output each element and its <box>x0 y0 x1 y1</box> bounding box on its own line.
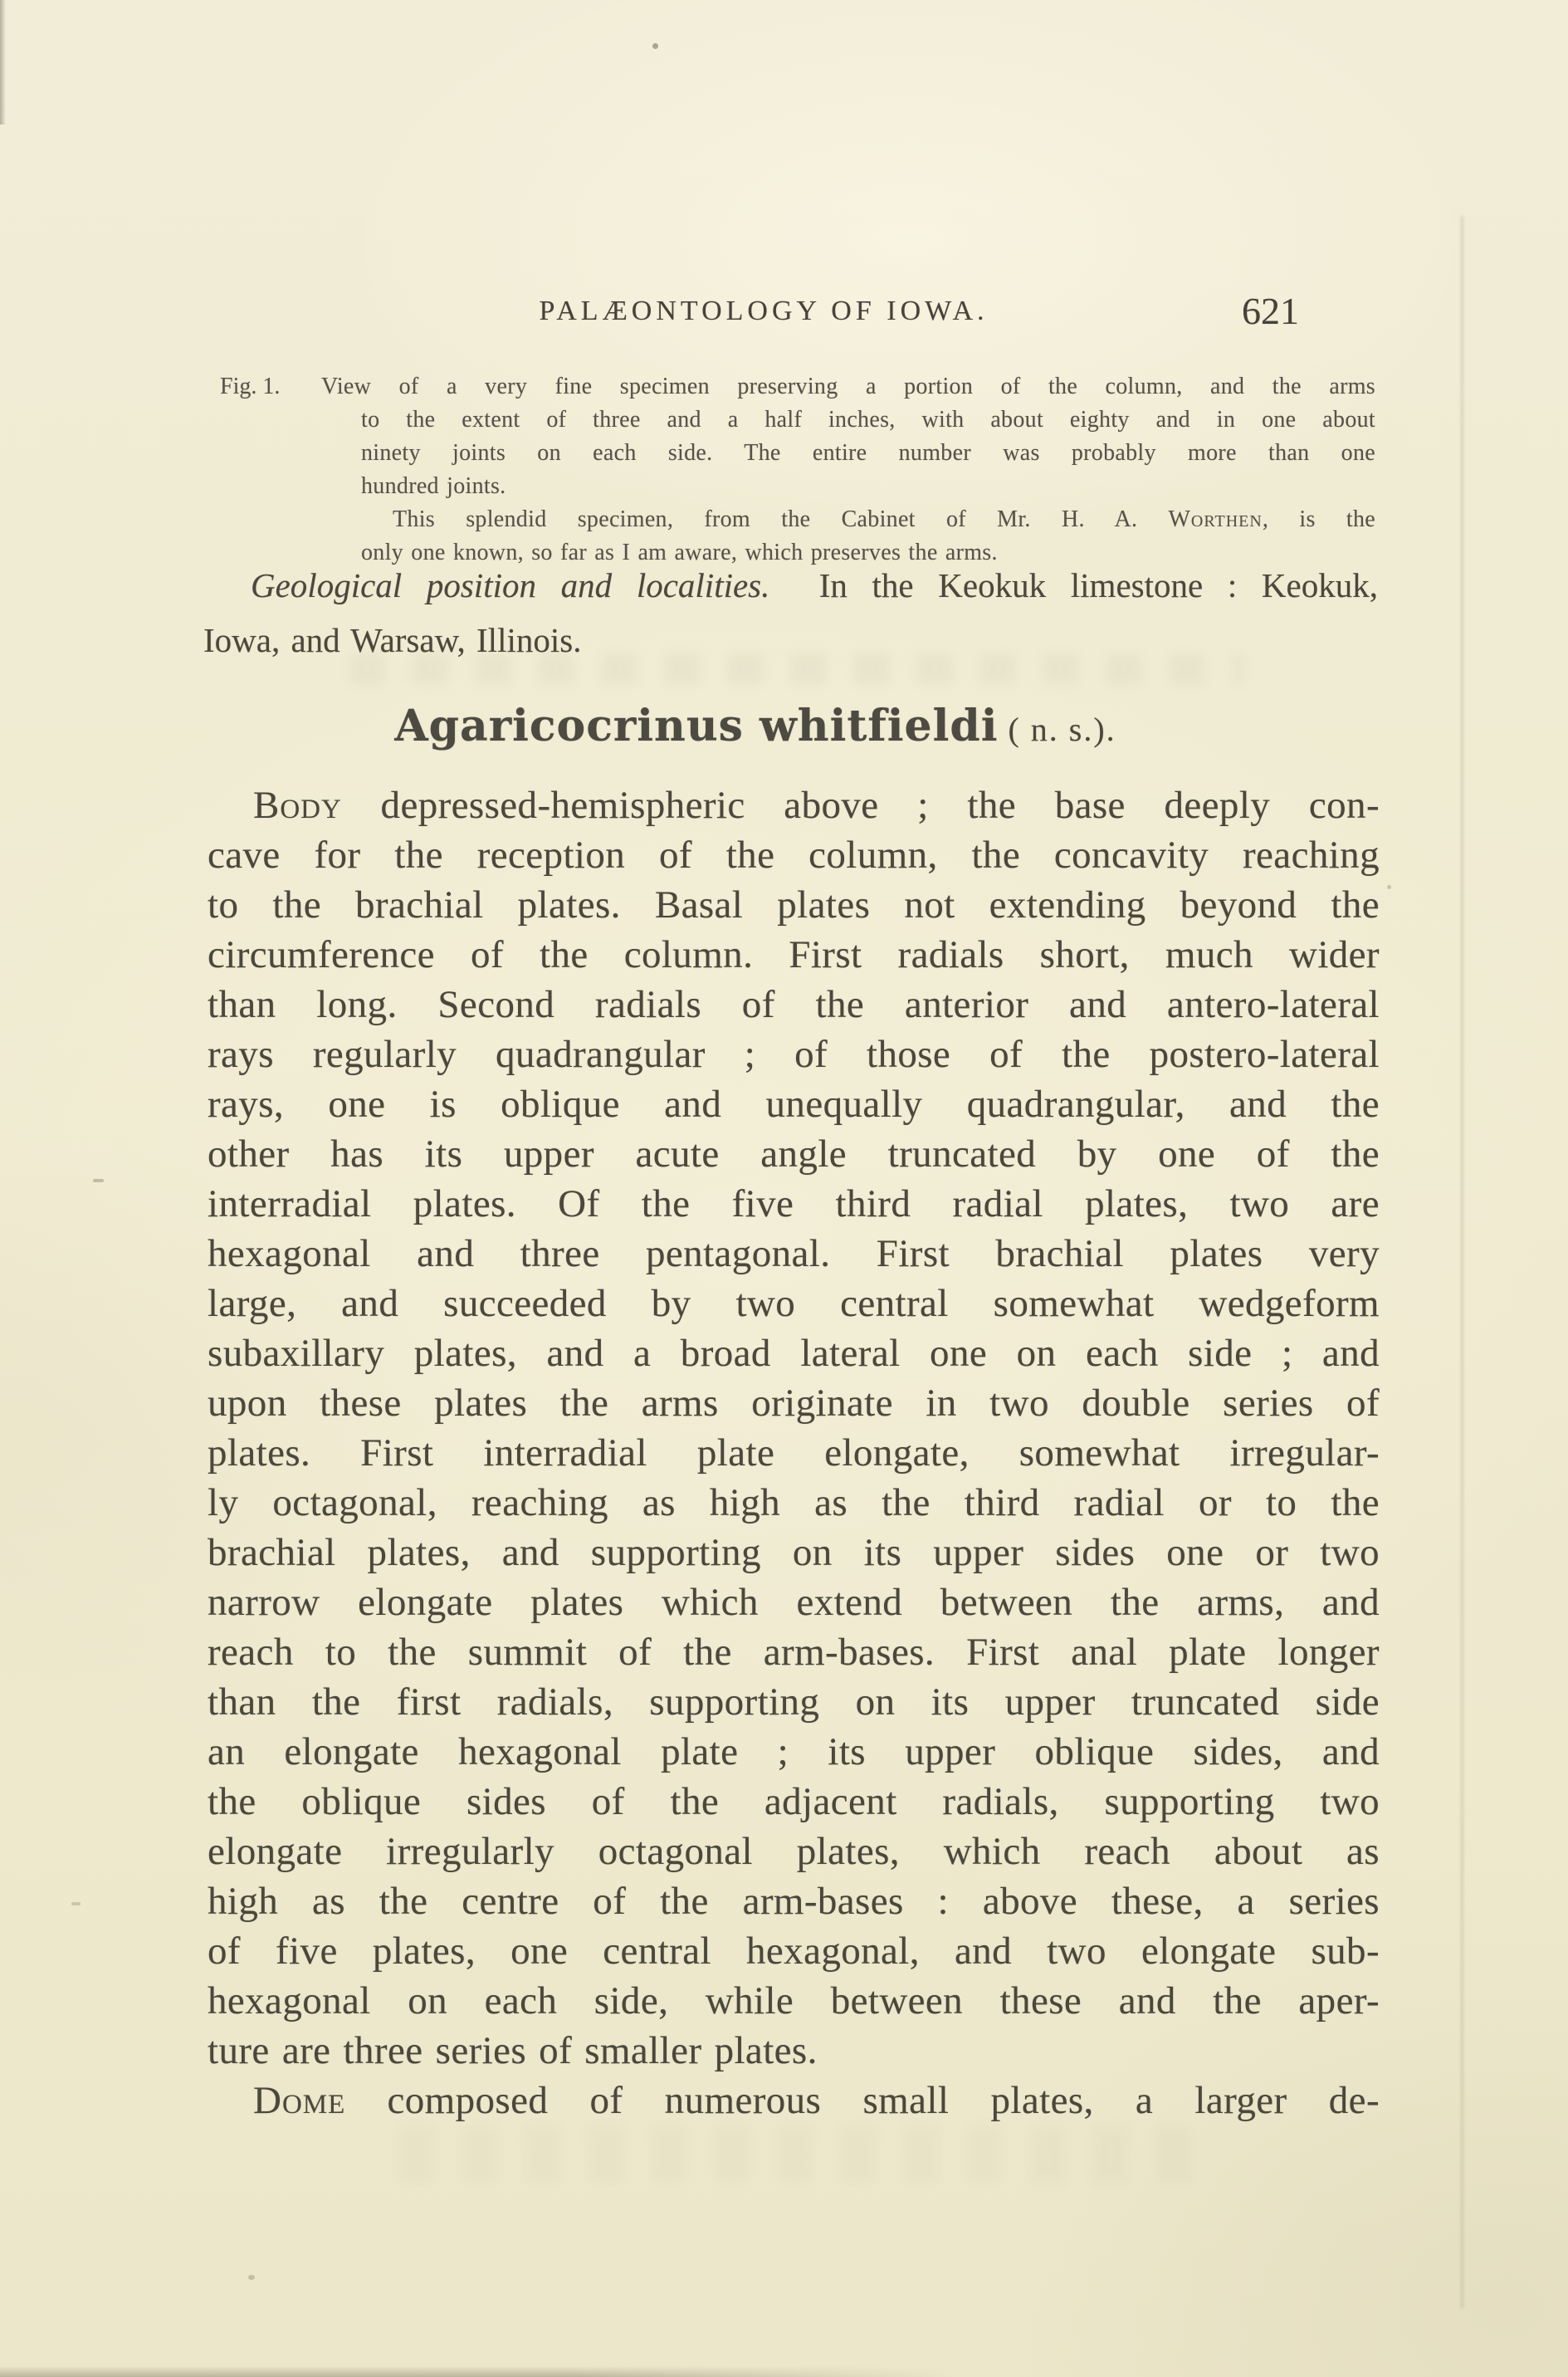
caption-line: to the extent of three and a half inches, with about eighty and in one about <box>361 407 1375 433</box>
body-text-line: reach to the summit of the arm-bases. First anal plate longer <box>208 1631 1380 1674</box>
body-text-line: the oblique sides of the adjacent radials, supporting two <box>208 1780 1380 1823</box>
body-text-line: elongate irregularly octagonal plates, which reach about as <box>208 1830 1380 1873</box>
body-text-line: ly octagonal, reaching as high as the third radial or to the <box>208 1481 1380 1524</box>
body-text-line: rays, one is oblique and unequally quadrangular, and the <box>208 1083 1380 1126</box>
page-crease-line <box>1461 216 1463 2308</box>
body-text-line: upon these plates the arms originate in two double series of <box>208 1382 1380 1425</box>
ink-showthrough-band <box>398 2125 1195 2184</box>
scan-edge-shadow <box>0 0 6 125</box>
body-text-line: brachial plates, and supporting on its upper sides one or two <box>208 1531 1380 1574</box>
body-paragraph-2 <box>208 2076 1380 2125</box>
body-text-line: than the first radials, supporting on its upper truncated side <box>208 1680 1380 1724</box>
body-text-line: subaxillary plates, and a broad lateral one on each side ; and <box>208 1332 1380 1375</box>
paper-speck <box>248 2275 255 2280</box>
body-text-line: circumference of the column. First radials short, much wider <box>208 933 1380 976</box>
body-paragraph-1 <box>208 780 1380 2076</box>
caption-line: only one known, so far as I am aware, which preserves the arms. <box>361 540 998 565</box>
caption-line: ninety joints on each side. The entire number was probably more than one <box>361 440 1375 466</box>
species-heading-suffix: ( n. s.). <box>998 711 1116 748</box>
body-text-line: large, and succeeded by two central somewhat wedgeform <box>208 1282 1380 1325</box>
body-text-line: high as the centre of the arm-bases : above these, a series <box>208 1880 1380 1923</box>
geological-position-line: Geological position and localities. In the Keokuk limestone : Keokuk, <box>251 566 1378 604</box>
body-text-line: of five plates, one central hexagonal, and two elongate sub- <box>208 1929 1380 1973</box>
running-header-title: PALÆONTOLOGY OF IOWA. <box>539 296 989 326</box>
body-text-line: rays regularly quadrangular ; of those of the postero-lateral <box>208 1033 1380 1076</box>
species-heading <box>125 701 1386 751</box>
body-text-line: than long. Second radials of the anterior and antero-lateral <box>208 983 1380 1026</box>
body-text-line: Body depressed-hemispheric above ; the base deeply con- <box>253 784 1380 827</box>
body-text-line: interradial plates. Of the five third radial plates, two are <box>208 1182 1380 1225</box>
caption-line: This splendid specimen, from the Cabinet of Mr. H. A. Worthen, is the <box>393 506 1375 532</box>
page-number: 621 <box>1242 290 1299 332</box>
body-text-line: Dome composed of numerous small plates, a larger de- <box>253 2079 1380 2122</box>
paper-speck <box>71 1902 81 1905</box>
body-text-line: plates. First interradial plate elongate, somewhat irregular- <box>208 1431 1380 1475</box>
caption-line: hundred joints. <box>361 473 506 499</box>
figure-caption-paragraph-1 <box>220 370 1375 503</box>
body-text-line: an elongate hexagonal plate ; its upper oblique sides, and <box>208 1730 1380 1773</box>
body-text-line: other has its upper acute angle truncated by one of the <box>208 1132 1380 1176</box>
body-text-line: cave for the reception of the column, the concavity reaching <box>208 834 1380 877</box>
figure-caption <box>220 370 1375 570</box>
body-text-line: hexagonal and three pentagonal. First brachial plates very <box>208 1232 1380 1275</box>
species-name: Agaricocrinus whitfieldi <box>394 701 999 751</box>
caption-line: View of a very fine specimen preserving a portion of the column, and the arms <box>321 374 1375 399</box>
paper-speck <box>1387 885 1391 889</box>
body-text-line: narrow elongate plates which extend between the arms, and <box>208 1581 1380 1624</box>
body-text-line: ture are three series of smaller plates. <box>208 2029 818 2072</box>
figure-label: Fig. 1. <box>220 374 281 399</box>
body-text-line: to the brachial plates. Basal plates not extending beyond the <box>208 883 1380 927</box>
geological-position-line: Iowa, and Warsaw, Illinois. <box>203 621 582 659</box>
body-text-line: hexagonal on each side, while between these and the aper- <box>208 1979 1380 2022</box>
scan-edge-shadow <box>0 2366 955 2377</box>
paper-speck <box>93 1179 104 1182</box>
paper-speck <box>652 43 658 49</box>
geological-position-paragraph <box>203 558 1378 668</box>
